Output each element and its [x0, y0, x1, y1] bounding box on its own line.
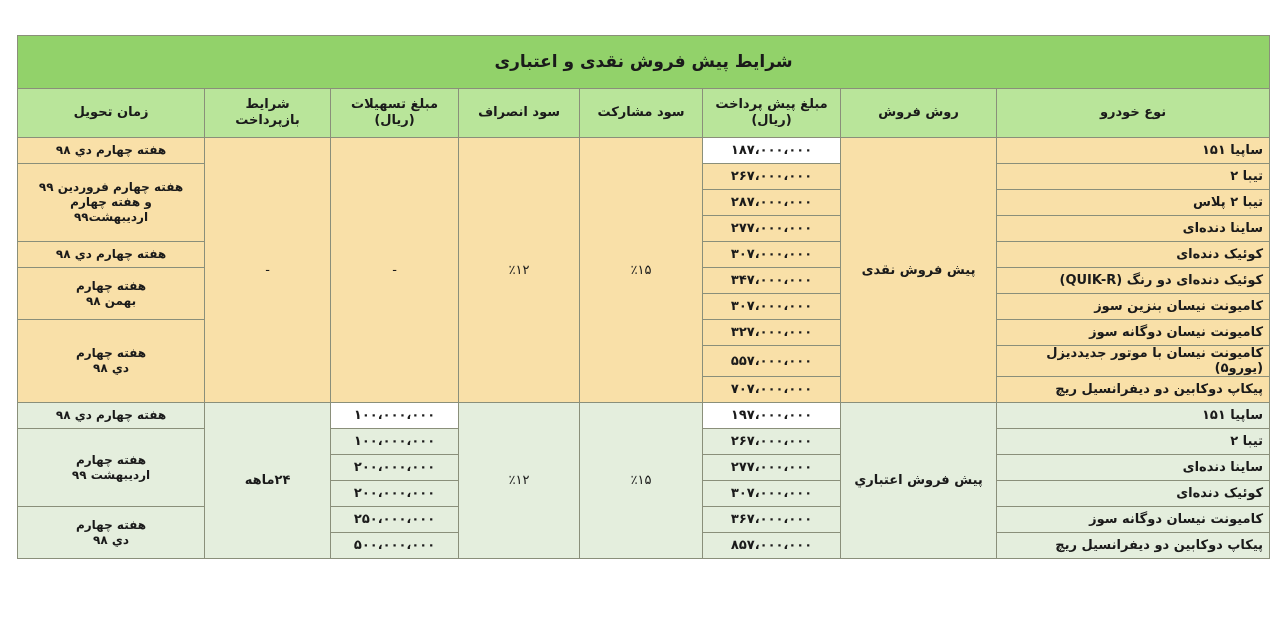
prepayment-cell: ۲۶۷،۰۰۰،۰۰۰: [703, 429, 841, 455]
header-cancel-profit: سود انصراف: [459, 89, 580, 138]
header-facility-text: مبلغ تسهیلات (ریال): [351, 97, 439, 128]
prepayment-cell: ۲۶۷،۰۰۰،۰۰۰: [703, 164, 841, 190]
delivery-cell: [18, 429, 205, 507]
facility-cell: ۲۵۰،۰۰۰،۰۰۰: [331, 507, 459, 533]
delivery-cell: [18, 507, 205, 559]
car-cell: ساپیا ۱۵۱: [997, 403, 1270, 429]
facility-cell: ۵۰۰،۰۰۰،۰۰۰: [331, 533, 459, 559]
delivery-cell: [18, 268, 205, 320]
prepayment-cell: ۳۰۷،۰۰۰،۰۰۰: [703, 294, 841, 320]
car-cell: کامیونت نیسان دوگانه سوز: [997, 320, 1270, 346]
credit-participation-profit: ٪۱۵: [580, 403, 703, 559]
cash-facility-amount: -: [331, 138, 459, 403]
cash-cancel-profit: ٪۱۲: [459, 138, 580, 403]
prepayment-cell: ۳۲۷،۰۰۰،۰۰۰: [703, 320, 841, 346]
car-cell: کامیونت نیسان بنزین سوز: [997, 294, 1270, 320]
facility-cell: ۱۰۰،۰۰۰،۰۰۰: [331, 403, 459, 429]
delivery-cell: هفته چهارم دي ۹۸: [18, 403, 205, 429]
car-cell: کامیونت نیسان با موتور جدیددیزل (یورو۵): [997, 346, 1270, 377]
presale-conditions-sheet: [17, 35, 1269, 559]
header-delivery-time: زمان تحویل: [18, 89, 205, 138]
table-title: شرایط پیش فروش نقدی و اعتباری: [18, 36, 1270, 89]
delivery-text: هفته چهارم اردیبهشت ۹۹: [71, 452, 151, 482]
cash-repayment-terms: -: [205, 138, 331, 403]
prepayment-cell: ۲۷۷،۰۰۰،۰۰۰: [703, 455, 841, 481]
credit-repayment-terms: ۲۴ماهه: [205, 403, 331, 559]
car-cell: ساینا دنده‌ای: [997, 455, 1270, 481]
cash-sale-method: پیش فروش نقدی: [841, 138, 997, 403]
delivery-text: هفته چهارم فروردین ۹۹ و هفته چهارم اردیبهشت۹۹: [38, 180, 184, 224]
table-row: [18, 138, 1270, 164]
delivery-text: هفته چهارم دي ۹۸: [75, 346, 147, 375]
prepayment-cell: ۷۰۷،۰۰۰،۰۰۰: [703, 377, 841, 403]
table-row: [18, 403, 1270, 429]
facility-cell: ۲۰۰،۰۰۰،۰۰۰: [331, 455, 459, 481]
prepayment-cell: ۳۰۷،۰۰۰،۰۰۰: [703, 481, 841, 507]
delivery-cell: [18, 164, 205, 242]
header-prepayment: [703, 89, 841, 138]
car-cell: کامیونت نیسان دوگانه سوز: [997, 507, 1270, 533]
delivery-cell: هفته چهارم دي ۹۸: [18, 242, 205, 268]
header-sale-method: روش فروش: [841, 89, 997, 138]
facility-cell: ۱۰۰،۰۰۰،۰۰۰: [331, 429, 459, 455]
car-cell: ساپیا ۱۵۱: [997, 138, 1270, 164]
header-participation-profit: سود مشارکت: [580, 89, 703, 138]
credit-cancel-profit: ٪۱۲: [459, 403, 580, 559]
cash-participation-profit: ٪۱۵: [580, 138, 703, 403]
header-prepayment-text: مبلغ پیش پرداخت (ریال): [715, 97, 828, 128]
car-cell: کوئیک دنده‌ای: [997, 481, 1270, 507]
header-facility-amount: [331, 89, 459, 138]
prepayment-cell: ۲۸۷،۰۰۰،۰۰۰: [703, 190, 841, 216]
delivery-text: هفته چهارم دي ۹۸: [75, 517, 147, 547]
car-cell: تیبا ۲: [997, 429, 1270, 455]
delivery-cell: [18, 320, 205, 403]
prepayment-cell: ۳۰۷،۰۰۰،۰۰۰: [703, 242, 841, 268]
prepayment-cell: ۳۴۷،۰۰۰،۰۰۰: [703, 268, 841, 294]
header-car-type: نوع خودرو: [997, 89, 1270, 138]
car-cell: پیکاپ دوکابین دو دیفرانسیل ریچ: [997, 533, 1270, 559]
car-cell: کوئیک دنده‌ای: [997, 242, 1270, 268]
prepayment-cell: ۱۹۷،۰۰۰،۰۰۰: [703, 403, 841, 429]
car-cell: ساینا دنده‌ای: [997, 216, 1270, 242]
prepayment-cell: ۵۵۷،۰۰۰،۰۰۰: [703, 346, 841, 377]
credit-sale-method: پیش فروش اعتباري: [841, 403, 997, 559]
car-cell: پیکاپ دوکابین دو دیفرانسیل ریچ: [997, 377, 1270, 403]
delivery-text: هفته چهارم بهمن ۹۸: [75, 278, 147, 308]
prepayment-cell: ۲۷۷،۰۰۰،۰۰۰: [703, 216, 841, 242]
delivery-cell: هفته چهارم دي ۹۸: [18, 138, 205, 164]
car-cell: تیبا ۲: [997, 164, 1270, 190]
presale-table: [17, 35, 1270, 559]
prepayment-cell: ۳۶۷،۰۰۰،۰۰۰: [703, 507, 841, 533]
prepayment-cell: ۸۵۷،۰۰۰،۰۰۰: [703, 533, 841, 559]
header-repayment-terms: شرایط بازپرداخت: [205, 89, 331, 138]
car-cell: کوئیک دنده‌ای دو رنگ (QUIK-R): [997, 268, 1270, 294]
prepayment-cell: ۱۸۷،۰۰۰،۰۰۰: [703, 138, 841, 164]
facility-cell: ۲۰۰،۰۰۰،۰۰۰: [331, 481, 459, 507]
car-cell: تیبا ۲ پلاس: [997, 190, 1270, 216]
